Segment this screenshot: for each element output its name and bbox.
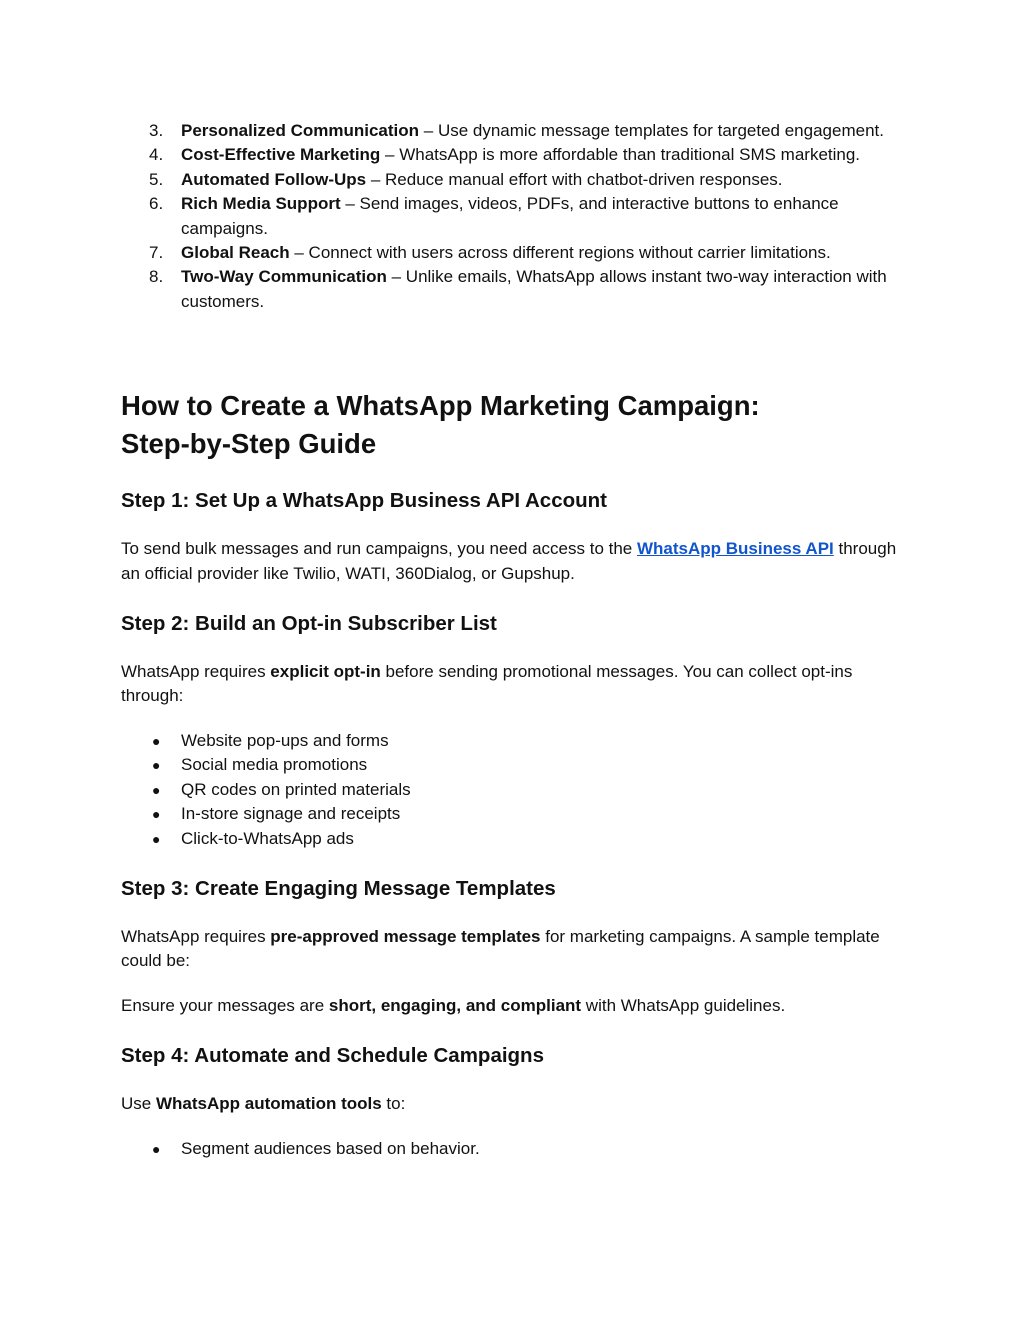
list-item: ● Social media promotions (121, 753, 901, 777)
list-item: ● Click-to-WhatsApp ads (121, 827, 901, 851)
bullet-icon: ● (152, 830, 161, 847)
list-item: ● Website pop-ups and forms (121, 729, 901, 753)
list-item: ● QR codes on printed materials (121, 778, 901, 802)
step4-heading: Step 4: Automate and Schedule Campaigns (121, 1044, 544, 1068)
list-item: 7. Global Reach – Connect with users across different regions without carrier limitations. (149, 243, 831, 263)
list-item: 6. Rich Media Support – Send images, videos, PDFs, and interactive buttons to enhance campaigns. (149, 194, 839, 238)
item-title: Personalized Communication (181, 121, 420, 140)
list-item: ● Segment audiences based on behavior. (121, 1137, 901, 1161)
list-item: 3. Personalized Communication – Use dynamic message templates for targeted engagement. (149, 121, 884, 140)
list-item: 5. Automated Follow-Ups – Reduce manual effort with chatbot-driven responses. (149, 169, 783, 189)
automation-list (121, 1137, 901, 1161)
step1-heading: Step 1: Set Up a WhatsApp Business API Account (121, 489, 607, 513)
document-body (121, 119, 901, 1161)
step4-paragraph: Use WhatsApp automation tools to: (121, 1094, 406, 1114)
step2-paragraph: WhatsApp requires explicit opt-in before sending promotional messages. You can collect opt-ins through: (121, 662, 853, 706)
bullet-icon: ● (152, 757, 161, 774)
item-title: Cost-Effective Marketing (181, 145, 381, 165)
benefits-list (121, 119, 901, 314)
bullet-icon: ● (152, 806, 161, 823)
item-title: Global Reach (181, 243, 290, 263)
bullet-icon: ● (152, 732, 161, 749)
item-title: Two-Way Communication (181, 267, 387, 287)
step3-heading: Step 3: Create Engaging Message Templates (121, 876, 556, 900)
list-item: 8. Two-Way Communication – Unlike emails, WhatsApp allows instant two-way interaction with customers. (149, 267, 887, 311)
step3-guideline-paragraph: Ensure your messages are short, engaging, and compliant with WhatsApp guidelines. (121, 995, 786, 1015)
opt-in-methods-list (121, 729, 901, 851)
item-title: Automated Follow-Ups (181, 169, 367, 189)
item-title: Rich Media Support (181, 194, 341, 214)
bullet-icon: ● (152, 1140, 161, 1157)
list-item: 4. Cost-Effective Marketing – WhatsApp is more affordable than traditional SMS marketing. (149, 145, 861, 165)
step1-paragraph: To send bulk messages and run campaigns, you need access to the WhatsApp Business API through an official provider like Twilio, WATI, 360Dialog, or Gupshup. (121, 539, 897, 583)
whatsapp-business-api-link[interactable]: WhatsApp Business API (636, 539, 834, 559)
main-heading: How to Create a WhatsApp Marketing Campaign: Step-by-Step Guide (121, 390, 760, 460)
step2-heading: Step 2: Build an Opt-in Subscriber List (121, 612, 497, 636)
bullet-icon: ● (152, 781, 161, 798)
step3-paragraph: WhatsApp requires pre-approved message templates for marketing campaigns. A sample template could be: (121, 926, 880, 971)
list-item: ● In-store signage and receipts (121, 802, 901, 826)
